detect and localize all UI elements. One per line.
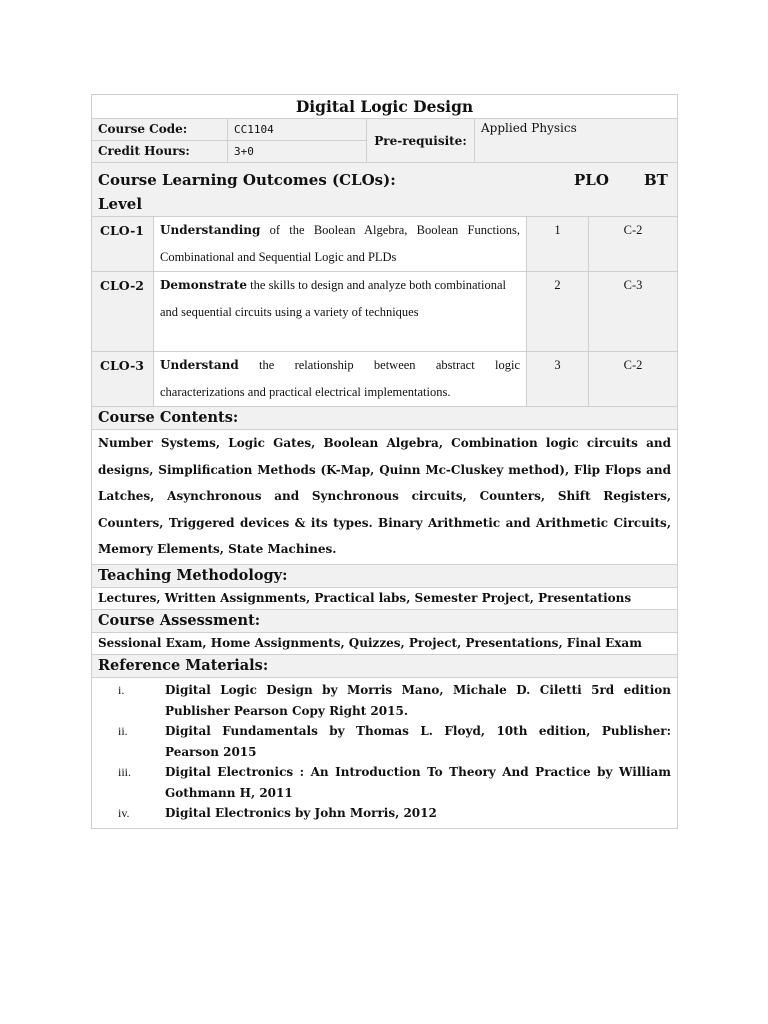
clo-plo: 1 [527, 217, 589, 271]
clo-bt-level: C-3 [623, 278, 643, 292]
reference-item [92, 762, 671, 803]
clo-plo: 2 [527, 272, 589, 351]
clo-description [154, 352, 527, 406]
course-code-value: CC1104 [228, 119, 367, 140]
reference-item [92, 721, 671, 762]
teaching-methodology-heading: Teaching Methodology: [92, 565, 678, 588]
clo-bt-level: C-2 [623, 358, 643, 372]
clo-plo: 3 [527, 352, 589, 406]
clo-text: the skills to design and analyze both combinational and sequential circuits using a variety of techniques [160, 278, 507, 319]
credit-hours-label: Credit Hours: [92, 141, 228, 162]
clo-verb: Understand [160, 358, 239, 372]
clo-heading: Course Learning Outcomes (CLOs): [98, 171, 396, 189]
course-contents-heading: Course Contents: [92, 407, 678, 430]
reference-number: iii. [118, 765, 132, 779]
clo-text: the relationship between abstract logic characterizations and practical electrical implementations. [160, 358, 520, 399]
clo-row-1 [92, 217, 678, 272]
reference-item [92, 680, 671, 721]
reference-text: Digital Logic Design by Morris Mano, Michale D. Ciletti 5rd edition Publisher Pearson Copy Right 2015. [165, 683, 671, 718]
reference-item [92, 803, 671, 824]
credit-hours-value: 3+0 [228, 141, 367, 162]
reference-list [92, 678, 678, 829]
course-code-row [92, 119, 367, 141]
plo-heading: PLO [574, 171, 609, 189]
reference-text: Digital Fundamentals by Thomas L. Floyd, 10th edition, Publisher: Pearson 2015 [165, 724, 671, 759]
clo-verb: Demonstrate [160, 278, 248, 292]
course-info [92, 119, 678, 163]
course-info-left [92, 119, 367, 162]
reference-text: Digital Electronics : An Introduction To Theory And Practice by William Gothmann H, 2011 [165, 765, 671, 800]
clo-verb: Understanding [160, 223, 261, 237]
clo-row-2 [92, 272, 678, 352]
reference-materials-heading: Reference Materials: [92, 655, 678, 678]
course-assessment-body: Sessional Exam, Home Assignments, Quizzes, Project, Presentations, Final Exam [92, 633, 678, 655]
course-title: Digital Logic Design [92, 95, 678, 119]
clo-bt-level: C-2 [623, 223, 643, 237]
course-outline-table [91, 94, 678, 829]
clo-id: CLO-3 [92, 352, 154, 406]
clo-header [92, 163, 678, 217]
prerequisite-label: Pre-requisite: [367, 119, 475, 162]
reference-text: Digital Electronics by John Morris, 2012 [165, 806, 437, 820]
level-heading: Level [98, 195, 143, 213]
course-contents-body: Number Systems, Logic Gates, Boolean Algebra, Combination logic circuits and designs, Simplification Methods (K-Map, Quinn Mc-Cluskey method), Flip Flops and Latches, Asynchronous and Synchronous circuits, Counters, Shift Registers, Counters, Triggered devices & its types. Binary Arithmetic and Arithmetic Circuits, Memory Elements, State Machines. [92, 430, 678, 565]
clo-row-3 [92, 352, 678, 407]
teaching-methodology-body: Lectures, Written Assignments, Practical labs, Semester Project, Presentations [92, 588, 678, 610]
clo-description [154, 217, 527, 271]
reference-number: iv. [118, 806, 130, 820]
prerequisite-value: Applied Physics [481, 121, 577, 135]
course-code-label: Course Code: [92, 119, 228, 140]
clo-text: of the Boolean Algebra, Boolean Functions, Combinational and Sequential Logic and PLDs [160, 223, 520, 264]
clo-id: CLO-1 [92, 217, 154, 271]
course-assessment-heading: Course Assessment: [92, 610, 678, 633]
credit-hours-row [92, 141, 367, 162]
reference-number: ii. [118, 724, 128, 738]
clo-id: CLO-2 [92, 272, 154, 351]
clo-description [154, 272, 527, 351]
reference-number: i. [118, 683, 125, 697]
bt-heading: BT [644, 171, 668, 189]
